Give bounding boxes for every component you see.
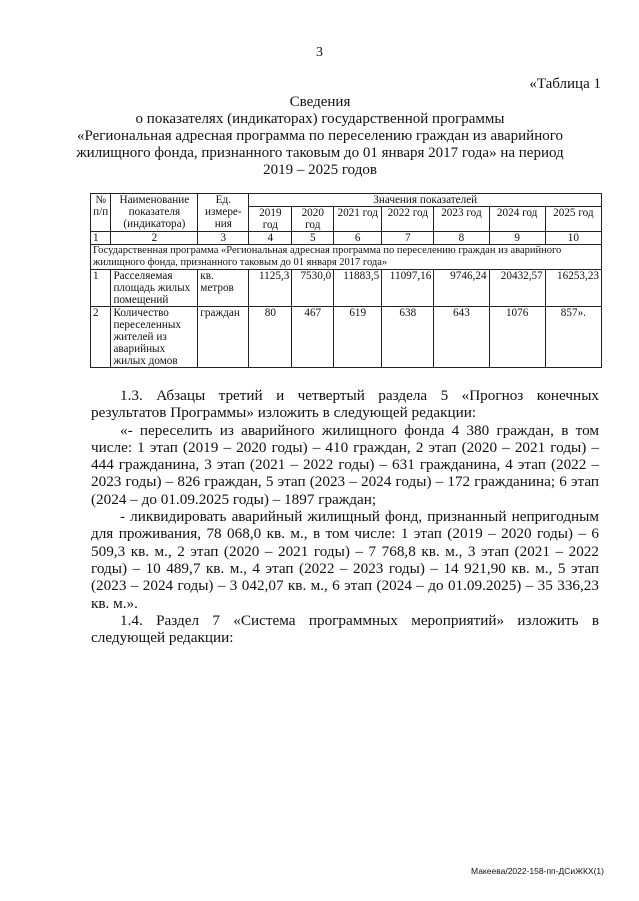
header-cell-num: № п/п: [91, 194, 111, 232]
index-cell: 8: [434, 232, 489, 245]
index-cell: 2: [111, 232, 198, 245]
indicators-table: [90, 193, 602, 368]
header-cell-year: 2022 год: [382, 207, 434, 232]
title-line: жилищного фонда, признанного таковым до 01 января 2017 года» на период: [76, 145, 564, 161]
index-cell: 7: [382, 232, 434, 245]
header-cell-unit: Ед. измере-ния: [198, 194, 249, 232]
index-cell: 5: [292, 232, 334, 245]
value-cell: 1125,3: [249, 270, 292, 307]
program-title-cell: Государственная программа «Региональная адресная программа по переселению граждан из аварийного жилищного фонда, признанного таковым до 01 января 2017 года»: [91, 245, 602, 270]
value-cell: 80: [249, 307, 292, 368]
row-name-cell: Количество переселенных жителей из аварийных жилых домов: [111, 307, 198, 368]
index-cell: 1: [91, 232, 111, 245]
table-row: [91, 307, 602, 368]
header-cell-name: Наименование показателя (индикатора): [111, 194, 198, 232]
title-line: Сведения: [289, 94, 351, 110]
value-cell: 643: [434, 307, 489, 368]
title-line: о показателях (индикаторах) государственной программы: [135, 111, 505, 127]
table-header-row: [91, 194, 602, 207]
footer-code: Макеева/2022-158-пп-ДСиЖКХ(1): [471, 866, 604, 876]
header-cell-year: 2020 год: [292, 207, 334, 232]
value-cell: 619: [334, 307, 382, 368]
paragraph: 1.4. Раздел 7 «Система программных мероприятий» изложить в следующей редакции:: [91, 611, 599, 647]
value-cell: 467: [292, 307, 334, 368]
row-name-cell: Расселяемая площадь жилых помещений: [111, 270, 198, 307]
row-num-cell: 1: [91, 270, 111, 307]
index-cell: 4: [249, 232, 292, 245]
row-unit-cell: кв. метров: [198, 270, 249, 307]
index-cell: 3: [198, 232, 249, 245]
table-label: «Таблица 1: [529, 76, 601, 92]
index-cell: 9: [489, 232, 545, 245]
value-cell: 11097,16: [382, 270, 434, 307]
row-num-cell: 2: [91, 307, 111, 368]
header-cell-year: 2021 год: [334, 207, 382, 232]
title-line: 2019 – 2025 годов: [263, 162, 377, 178]
header-cell-year: 2019 год: [249, 207, 292, 232]
value-cell: 1076: [489, 307, 545, 368]
paragraph: «- переселить из аварийного жилищного фонда 4 380 граждан, в том числе: 1 этап (2019 – 2020 годы) – 410 граждан, 2 этап (2020 – 2021 годы) – 444 гражданина, 3 этап (2021 – 2022 годы) – 631 гражданина, 4 этап (2022 – 2023 годы) – 826 граждан, 5 этап (2023 – 2024 годы) – 172 гражданина; 6 этап (2024 – до 01.09.2025 годы) – 1897 граждан;: [91, 421, 599, 508]
header-cell-year: 2024 год: [489, 207, 545, 232]
paragraph: 1.3. Абзацы третий и четвертый раздела 5 «Прогноз конечных результатов Программы» изложить в следующей редакции:: [91, 387, 599, 422]
table-index-row: [91, 232, 602, 245]
index-cell: 6: [334, 232, 382, 245]
value-cell: 857».: [545, 307, 601, 368]
header-cell-year: 2023 год: [434, 207, 489, 232]
value-cell: 16253,23: [545, 270, 601, 307]
document-title: [60, 94, 580, 179]
index-cell: 10: [545, 232, 601, 245]
value-cell: 638: [382, 307, 434, 368]
value-cell: 20432,57: [489, 270, 545, 307]
header-cell-values: Значения показателей: [249, 194, 602, 207]
body-text: [91, 387, 599, 646]
value-cell: 11883,5: [334, 270, 382, 307]
table-row: [91, 270, 602, 307]
page-number: 3: [316, 45, 323, 60]
program-row: [91, 245, 602, 270]
paragraph: - ликвидировать аварийный жилищный фонд, признанный непригодным для проживания, 78 068,0 кв. м., в том числе: 1 этап (2019 – 2020 годы) – 6 509,3 кв. м., 2 этап (2020 – 2021 годы) – 7 768,8 кв. м., 3 этап (2021 – 2022 годы) – 10 489,7 кв. м., 4 этап (2022 – 2023 годы) – 14 921,90 кв. м., 5 этап (2023 – 2024 годы) – 3 042,07 кв. м., 6 этап (2024 – до 01.09.2025) – 35 336,23 кв. м.».: [91, 508, 599, 612]
title-line: «Региональная адресная программа по переселению граждан из аварийного: [76, 128, 564, 144]
value-cell: 9746,24: [434, 270, 489, 307]
row-unit-cell: граждан: [198, 307, 249, 368]
header-cell-year: 2025 год: [545, 207, 601, 232]
value-cell: 7530,0: [292, 270, 334, 307]
